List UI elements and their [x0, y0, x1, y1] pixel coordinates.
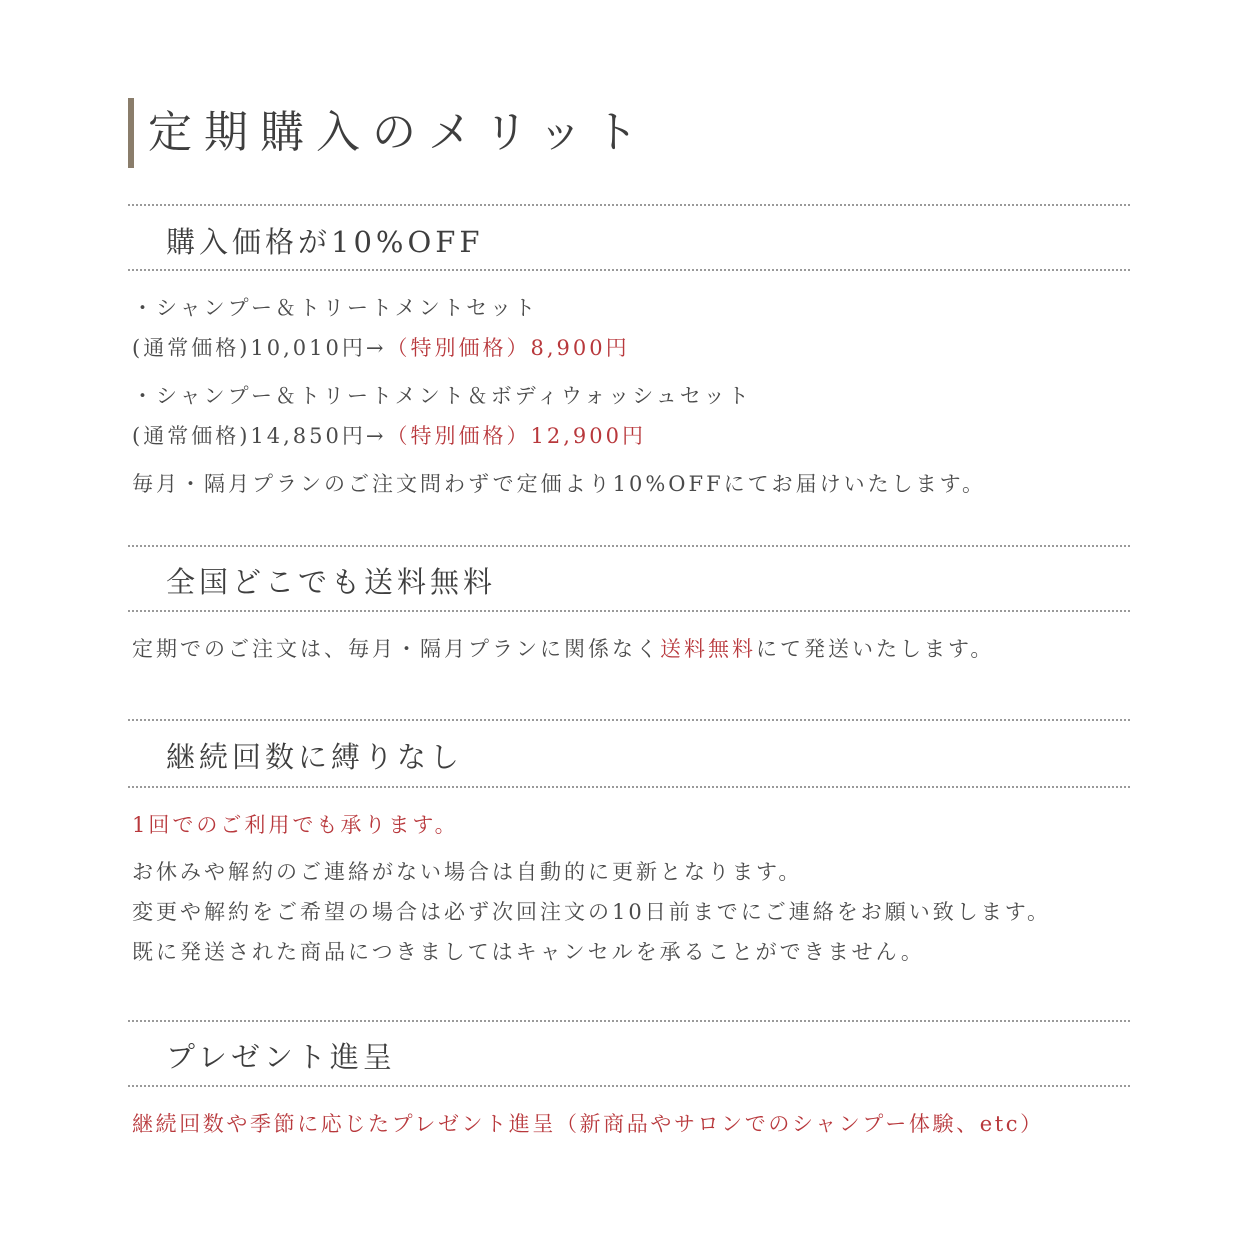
no-commitment-line: 変更や解約をご希望の場合は必ず次回注文の10日前までにご連絡をお願い致します。 — [132, 900, 1052, 924]
price-line — [132, 333, 630, 363]
free-shipping-text-before: 定期でのご注文は、毎月・隔月プランに関係なく — [132, 637, 660, 661]
present-highlight: 継続回数や季節に応じたプレゼント進呈（新商品やサロンでのシャンプー体験、etc） — [132, 1112, 1044, 1136]
section-heading-discount: 購入価格が10%OFF — [166, 225, 484, 259]
section-heading-no-commitment: 継続回数に縛りなし — [166, 740, 464, 774]
product-name: ・シャンプー＆トリートメントセット — [132, 296, 539, 320]
no-commitment-highlight: 1回でのご利用でも承ります。 — [132, 813, 459, 837]
free-shipping-highlight: 送料無料 — [660, 637, 756, 661]
special-price: （特別価格）12,900円 — [386, 424, 646, 448]
section-divider — [128, 719, 1130, 721]
product-name: ・シャンプー＆トリートメント＆ボディウォッシュセット — [132, 384, 752, 408]
section-divider — [128, 786, 1130, 788]
section-heading-present: プレゼント進呈 — [166, 1040, 396, 1074]
section-divider — [128, 610, 1130, 612]
section-divider — [128, 1085, 1130, 1087]
section-divider — [128, 204, 1130, 206]
no-commitment-line: お休みや解約のご連絡がない場合は自動的に更新となります。 — [132, 860, 803, 884]
section-heading-free-shipping: 全国どこでも送料無料 — [166, 565, 497, 599]
regular-price: (通常価格)10,010円→ — [132, 336, 387, 360]
price-line — [132, 421, 646, 451]
special-price: （特別価格）8,900円 — [386, 336, 630, 360]
free-shipping-text — [132, 634, 994, 664]
free-shipping-text-after: にて発送いたします。 — [756, 637, 995, 661]
section-divider — [128, 1020, 1130, 1022]
section-divider — [128, 269, 1130, 271]
page-title: 定期購入のメリット — [128, 98, 650, 168]
section-divider — [128, 545, 1130, 547]
discount-note: 毎月・隔月プランのご注文問わずで定価より10%OFFにてお届けいたします。 — [132, 472, 986, 496]
regular-price: (通常価格)14,850円→ — [132, 424, 387, 448]
no-commitment-line: 既に発送された商品につきましてはキャンセルを承ることができません。 — [132, 940, 925, 964]
